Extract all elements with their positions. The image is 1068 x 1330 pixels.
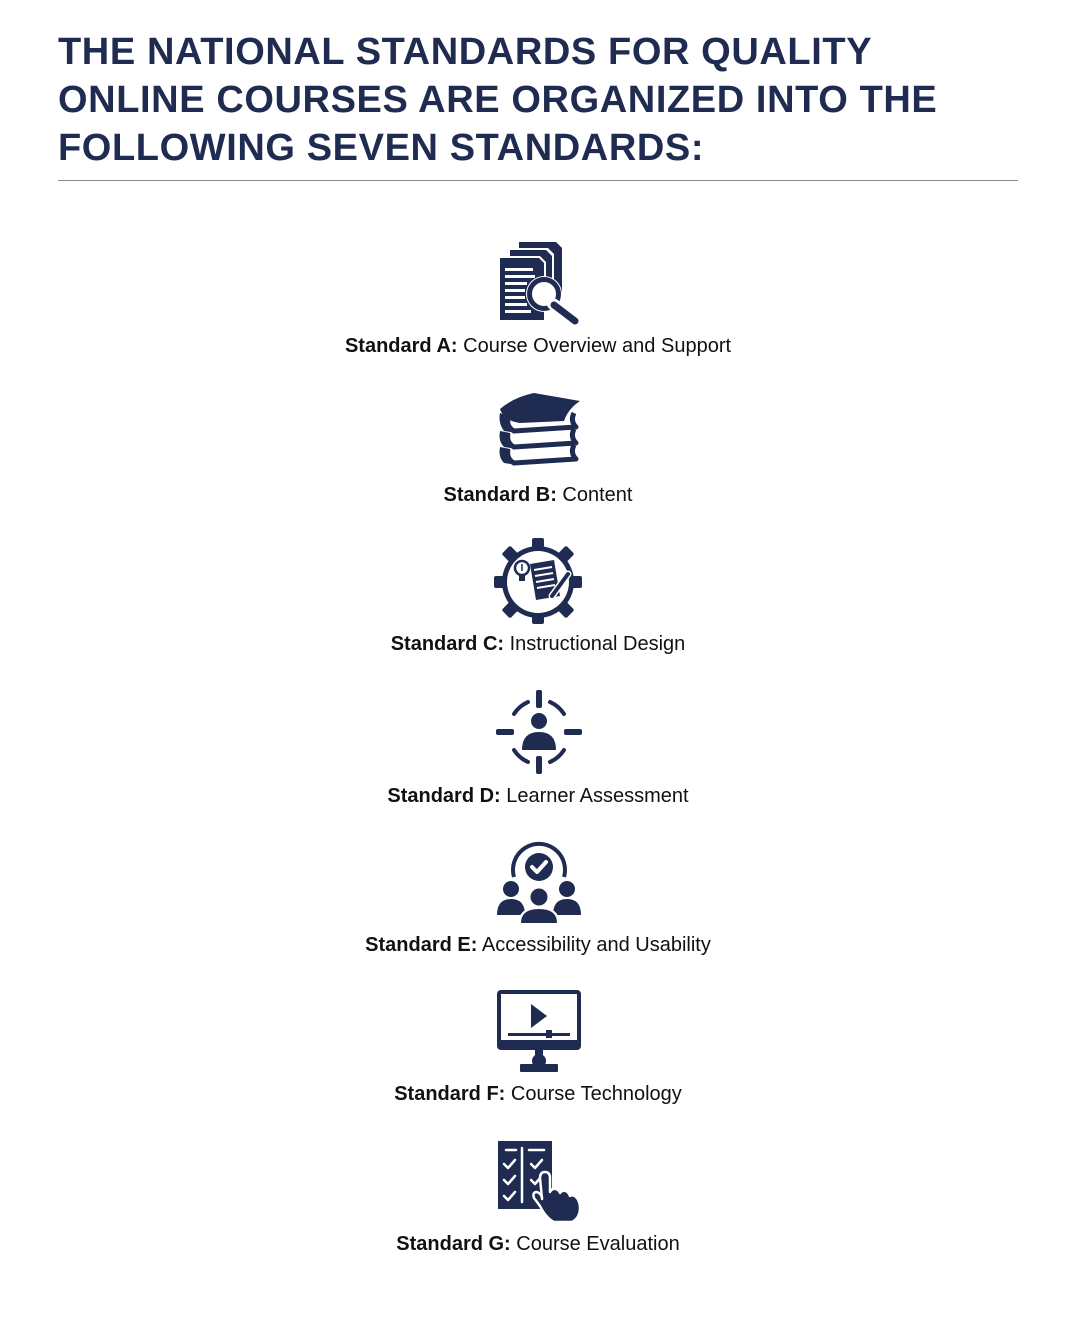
standard-prefix: Standard A: (344, 335, 458, 357)
standard-prefix: Standard F: (394, 1083, 506, 1105)
group-checkmark-icon (494, 837, 584, 925)
standard-label (0, 631, 1068, 657)
gear-lightbulb-document-icon (494, 536, 584, 624)
standard-label (0, 1081, 1068, 1107)
standard-name: Course Technology (510, 1083, 682, 1105)
standard-item-a (0, 238, 1068, 378)
monitor-play-icon (494, 986, 584, 1074)
standard-name: Course Overview and Support (463, 335, 732, 357)
standard-item-f (0, 986, 1068, 1126)
standard-prefix: Standard G: (396, 1233, 511, 1255)
standard-prefix: Standard E: (365, 934, 478, 956)
standard-name: Accessibility and Usability (481, 934, 711, 956)
standard-label (0, 482, 1068, 508)
standard-label (0, 932, 1068, 958)
book-stack-icon (494, 387, 584, 475)
standard-prefix: Standard D: (387, 785, 501, 807)
standard-name: Content (562, 484, 633, 506)
checklist-hand-icon (494, 1136, 584, 1224)
standard-prefix: Standard C: (390, 633, 505, 655)
standard-item-c (0, 536, 1068, 676)
standard-label (0, 333, 1068, 359)
person-target-icon (494, 688, 584, 776)
standard-prefix: Standard B: (443, 484, 557, 506)
standard-label (0, 783, 1068, 809)
standard-item-e (0, 837, 1068, 977)
standard-item-g (0, 1136, 1068, 1276)
standard-label (0, 1231, 1068, 1257)
documents-magnifier-icon (494, 238, 584, 326)
standard-item-d (0, 688, 1068, 828)
standard-name: Instructional Design (509, 633, 686, 655)
standard-name: Learner Assessment (506, 785, 689, 807)
standard-name: Course Evaluation (516, 1233, 680, 1255)
standard-item-b (0, 387, 1068, 527)
page-title: THE NATIONAL STANDARDS FOR QUALITY ONLINE COURSES ARE ORGANIZED INTO THE FOLLOWING SEVEN STANDARDS: (58, 31, 938, 169)
